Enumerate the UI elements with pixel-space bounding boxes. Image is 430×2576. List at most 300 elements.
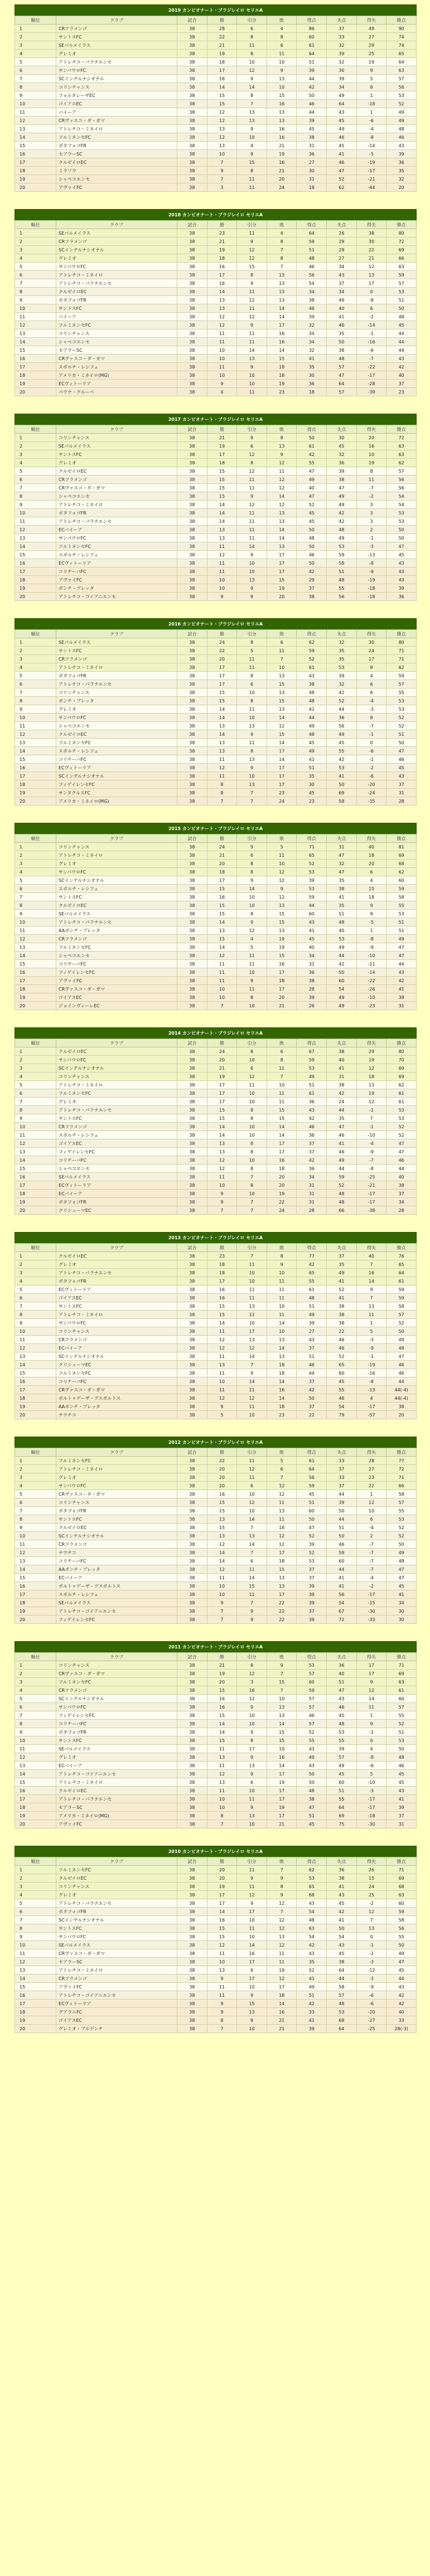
club-name-cell[interactable]: クルゼイロEC: [56, 158, 177, 167]
stat-cell: 38: [177, 279, 207, 288]
club-name-cell[interactable]: サントスFC: [56, 450, 177, 459]
column-header: 順位: [15, 1653, 56, 1661]
stat-cell: 20: [267, 175, 297, 183]
club-name-cell[interactable]: ゴイアスEC: [56, 2016, 177, 2025]
club-name-cell[interactable]: SCインテルナシオナル: [56, 246, 177, 254]
club-name-cell[interactable]: グレミオ: [56, 1260, 177, 1269]
table-row: [15, 1787, 417, 1795]
club-name-cell[interactable]: SEパルメイラス: [56, 41, 177, 50]
club-name-cell[interactable]: CRヴァスコ・ダ・ガマ: [56, 117, 177, 125]
stat-cell: 34: [297, 338, 327, 346]
club-name-cell[interactable]: CRヴァスコ・ダ・ガマ: [56, 484, 177, 492]
club-name-cell[interactable]: フルミネンセFC: [56, 739, 177, 747]
stat-cell: 52: [297, 1549, 327, 1557]
club-name-cell[interactable]: アトレチコ・ミネイロ: [56, 125, 177, 133]
club-name-cell[interactable]: コリチーバFC: [56, 1557, 177, 1565]
club-name-cell[interactable]: ボタフォゴFR: [56, 296, 177, 304]
club-name-cell[interactable]: ECヴィトーリア: [56, 1181, 177, 1190]
club-name-cell[interactable]: コリンチャンス: [56, 688, 177, 697]
club-name-cell[interactable]: サンパウロFC: [56, 714, 177, 722]
club-name-cell[interactable]: フルミネンセFC: [56, 1866, 177, 1874]
club-name-cell[interactable]: SCインテルナシオナル: [56, 876, 177, 885]
club-name-cell[interactable]: CRフラメンゴ: [56, 1123, 177, 1131]
club-name-cell[interactable]: アメリカ・ミネイロ(MG): [56, 797, 177, 806]
column-header: 勝: [207, 1653, 237, 1661]
stat-cell: 38: [177, 41, 207, 50]
club-name-cell[interactable]: フィゲイレンセFC: [56, 1616, 177, 1624]
club-name-cell[interactable]: ECバイーア: [56, 526, 177, 534]
club-name-cell[interactable]: サンパウロFC: [56, 1482, 177, 1490]
club-name-cell[interactable]: シャペコエンセ: [56, 722, 177, 730]
club-name-cell[interactable]: アトレチコ・ミネイロ: [56, 501, 177, 509]
club-name-cell[interactable]: ECバイーア: [56, 1190, 177, 1198]
club-name-cell[interactable]: SEパルメイラス: [56, 1941, 177, 1949]
club-name-cell[interactable]: セアラーSC: [56, 1958, 177, 1966]
stat-cell: 35: [386, 167, 417, 175]
club-name-cell[interactable]: フルミネンセFC: [56, 542, 177, 551]
rank-cell: 7: [15, 1916, 56, 1924]
stat-cell: 6: [237, 25, 267, 33]
club-name-cell[interactable]: クルゼイロEC: [56, 288, 177, 296]
club-name-cell[interactable]: ボタフォゴFR: [56, 1908, 177, 1916]
club-name-cell[interactable]: ゴイアスEC: [56, 1294, 177, 1302]
club-name-cell[interactable]: フルミネンセFC: [56, 1089, 177, 1098]
stat-cell: 42: [327, 1089, 357, 1098]
rank-cell: 3: [15, 860, 56, 868]
club-name-cell[interactable]: SEパルメイラス: [56, 1599, 177, 1607]
stat-cell: 59: [386, 1908, 417, 1916]
club-name-cell[interactable]: アトレチコ・ミネイロ: [56, 1465, 177, 1473]
club-name-cell[interactable]: SCインテルナシオナル: [56, 1352, 177, 1361]
club-name-cell[interactable]: フルミネンセFC: [56, 943, 177, 952]
club-name-cell[interactable]: ボタフォゴFR: [56, 1198, 177, 1206]
table-row: [15, 876, 417, 885]
club-name-cell[interactable]: CRヴァスコ・ダ・ガマ: [56, 1386, 177, 1394]
club-name-cell[interactable]: クルゼイロEC: [56, 1252, 177, 1260]
club-name-cell[interactable]: アヴァイFC: [56, 1820, 177, 1828]
club-name-cell[interactable]: コリンチャンス: [56, 83, 177, 91]
stat-cell: 46: [327, 1131, 357, 1139]
stat-cell: 26: [327, 229, 357, 237]
club-name-cell[interactable]: シャペコエンセ: [56, 1165, 177, 1173]
stat-cell: 44: [297, 108, 327, 117]
stat-cell: 9: [267, 1891, 297, 1899]
club-name-cell[interactable]: バイーア: [56, 108, 177, 117]
table-row: [15, 1277, 417, 1285]
club-name-cell[interactable]: アトレチコ・パラナエンセ: [56, 517, 177, 526]
club-name-cell[interactable]: コリチーバFC: [56, 1156, 177, 1165]
club-name-cell[interactable]: ポンチ・プレッタ: [56, 697, 177, 705]
rank-cell: 13: [15, 329, 56, 338]
stat-cell: 38: [177, 1812, 207, 1820]
club-name-cell[interactable]: サントスFC: [56, 647, 177, 655]
club-name-cell[interactable]: グアラニFC: [56, 2008, 177, 2016]
stat-cell: -6: [356, 747, 386, 755]
club-name-cell[interactable]: コリチーバFC: [56, 1720, 177, 1728]
club-name-cell[interactable]: サンパウロFC: [56, 868, 177, 876]
club-name-cell[interactable]: ECヴィトーリア: [56, 380, 177, 388]
club-name-cell[interactable]: クルゼイロEC: [56, 1047, 177, 1056]
table-row: [15, 329, 417, 338]
club-name-cell[interactable]: サントスFC: [56, 1924, 177, 1933]
club-name-cell[interactable]: フィゲイレンセFC: [56, 1711, 177, 1720]
club-name-cell[interactable]: SEパルメイラス: [56, 1173, 177, 1181]
stat-cell: 8: [237, 1736, 267, 1745]
club-name-cell[interactable]: サンパウロFC: [56, 263, 177, 271]
stat-cell: 14: [207, 918, 237, 926]
club-name-cell[interactable]: グレミオ: [56, 705, 177, 714]
club-name-cell[interactable]: サンパウロFC: [56, 1703, 177, 1711]
club-name-cell[interactable]: アトレチコ・ゴイアニエンセ: [56, 1991, 177, 2000]
club-name-cell[interactable]: クルゼイロEC: [56, 1874, 177, 1883]
club-name-cell[interactable]: クルゼイロEC: [56, 901, 177, 910]
club-name-cell[interactable]: ECバイーア: [56, 1344, 177, 1352]
club-name-cell[interactable]: アトレチコ・ミネイロ: [56, 1081, 177, 1089]
stat-cell: 51: [297, 1991, 327, 2000]
stat-cell: 11: [237, 1473, 267, 1482]
club-name-cell[interactable]: コリチーバFC: [56, 567, 177, 576]
club-name-cell[interactable]: アトレチコ・パラナエンセ: [56, 1269, 177, 1277]
stat-cell: 45: [386, 764, 417, 772]
club-name-cell[interactable]: アヴァイFC: [56, 183, 177, 192]
club-name-cell[interactable]: アトレチコ・ミネイロ: [56, 851, 177, 860]
club-name-cell[interactable]: アトレチコ・ミネイロ: [56, 663, 177, 672]
club-name-cell[interactable]: ボタフォゴFR: [56, 672, 177, 680]
club-name-cell[interactable]: フルミネンセFC: [56, 1369, 177, 1377]
club-name-cell[interactable]: シャペコエンセ: [56, 338, 177, 346]
stat-cell: 49: [327, 943, 357, 952]
stat-cell: 43: [327, 1941, 357, 1949]
club-name-cell[interactable]: ECヴィトーリア: [56, 764, 177, 772]
stat-cell: 38: [177, 246, 207, 254]
club-name-cell[interactable]: クルゼイロEC: [56, 467, 177, 476]
club-name-cell[interactable]: サントスFC: [56, 33, 177, 41]
club-name-cell[interactable]: スポルチ・レシフェ: [56, 1590, 177, 1599]
stat-cell: 38: [177, 1958, 207, 1966]
club-name-cell[interactable]: CRフラメンゴ: [56, 935, 177, 943]
club-name-cell[interactable]: グレミオ: [56, 1753, 177, 1762]
club-name-cell[interactable]: ボタフォゴFR: [56, 1507, 177, 1515]
club-name-cell[interactable]: ECバイーア: [56, 1762, 177, 1770]
club-name-cell[interactable]: SCインテルナシオナル: [56, 1532, 177, 1540]
club-name-cell[interactable]: AAポンチ・プレッタ: [56, 1565, 177, 1574]
stat-cell: 45: [386, 321, 417, 329]
club-name-cell[interactable]: セアラーSC: [56, 150, 177, 158]
club-name-cell[interactable]: SCインテルナシオナル: [56, 1916, 177, 1924]
club-name-cell[interactable]: ゴイアスEC: [56, 993, 177, 1002]
club-name-cell[interactable]: SCインテルナシオナル: [56, 75, 177, 83]
stat-cell: 9: [237, 1991, 267, 2000]
club-name-cell[interactable]: ボタフォゴFR: [56, 142, 177, 150]
stat-cell: 17: [207, 672, 237, 680]
club-name-cell[interactable]: コリンチャンス: [56, 1661, 177, 1670]
club-name-cell[interactable]: フィゲイレンセFC: [56, 780, 177, 789]
club-name-cell[interactable]: アヴァイFC: [56, 576, 177, 584]
club-name-cell[interactable]: フィゲイレンセFC: [56, 968, 177, 977]
club-name-cell[interactable]: アトレチコ・パラナエンセ: [56, 1106, 177, 1114]
stat-cell: 12: [207, 108, 237, 117]
club-name-cell[interactable]: シャペコエンセ: [56, 952, 177, 960]
club-name-cell[interactable]: コリンチャンス: [56, 1073, 177, 1081]
stat-cell: -3: [356, 705, 386, 714]
club-name-cell[interactable]: アトレチコ・ゴイアニエンセ: [56, 1770, 177, 1778]
stat-cell: 50: [327, 780, 357, 789]
club-name-cell[interactable]: スポルチ・レシフェ: [56, 1131, 177, 1139]
stat-cell: 8: [237, 1181, 267, 1190]
club-name-cell[interactable]: アヴァイFC: [56, 977, 177, 985]
club-name-cell[interactable]: フルミネンセFC: [56, 133, 177, 142]
club-name-cell[interactable]: セアラーSC: [56, 1803, 177, 1812]
club-name-cell[interactable]: AAポンチ・プレッタ: [56, 1403, 177, 1411]
club-name-cell[interactable]: フィゲイレンセFC: [56, 1148, 177, 1156]
club-name-cell[interactable]: CRフラメンゴ: [56, 655, 177, 663]
table-row: [15, 1089, 417, 1098]
stat-cell: 31: [297, 960, 327, 968]
club-name-cell[interactable]: CRヴァスコ・ダ・ガマ: [56, 1490, 177, 1498]
club-name-cell[interactable]: SEパルメイラス: [56, 229, 177, 237]
club-name-cell[interactable]: サントスFC: [56, 1114, 177, 1123]
club-name-cell[interactable]: CRフラメンゴ: [56, 1686, 177, 1695]
stat-cell: 15: [267, 730, 297, 739]
club-name-cell[interactable]: CRフラメンゴ: [56, 25, 177, 33]
club-name-cell[interactable]: SEパルメイラス: [56, 638, 177, 647]
stat-cell: 15: [207, 1524, 237, 1532]
club-name-cell[interactable]: CRヴァスコ・ダ・ガマ: [56, 985, 177, 993]
rank-cell: 3: [15, 1473, 56, 1482]
club-name-cell[interactable]: SCインテルナシオナル: [56, 772, 177, 780]
club-name-cell[interactable]: アトレチコ・パラナエンセ: [56, 918, 177, 926]
table-row: [15, 901, 417, 910]
club-name-cell[interactable]: ボタフォゴFR: [56, 1728, 177, 1736]
stat-cell: 40: [327, 304, 357, 313]
club-name-cell[interactable]: ポルトゥゲーザ・デスポルトス: [56, 1394, 177, 1403]
club-name-cell[interactable]: SEパルメイラス: [56, 1745, 177, 1753]
club-name-cell[interactable]: シャペコエンセ: [56, 492, 177, 501]
stat-cell: 17: [267, 968, 297, 977]
stat-cell: 11: [237, 705, 267, 714]
club-name-cell[interactable]: グレミオ: [56, 1098, 177, 1106]
stat-cell: 42: [297, 1156, 327, 1165]
club-name-cell[interactable]: バイーア: [56, 313, 177, 321]
club-name-cell[interactable]: サントスFC: [56, 1302, 177, 1311]
rank-cell: 17: [15, 1386, 56, 1394]
club-name-cell[interactable]: CRフラメンゴ: [56, 1975, 177, 1983]
club-name-cell[interactable]: アトレチコ・パラナエンセ: [56, 58, 177, 66]
club-name-cell[interactable]: サントスFC: [56, 1736, 177, 1745]
club-name-cell[interactable]: コリンチャンス: [56, 329, 177, 338]
club-name-cell[interactable]: フォルタレーザEC: [56, 91, 177, 100]
club-name-cell[interactable]: グレミオ: [56, 459, 177, 467]
club-name-cell[interactable]: アトレチコ・ミネイロ: [56, 1778, 177, 1787]
club-name-cell[interactable]: コリンチャンス: [56, 1883, 177, 1891]
club-name-cell[interactable]: アメリカ・ミネイロ(MG): [56, 371, 177, 380]
club-name-cell[interactable]: サントスFC: [56, 1515, 177, 1524]
club-name-cell[interactable]: グレミオ・プルデンチ: [56, 2025, 177, 2033]
club-name-cell[interactable]: ボタフォゴFR: [56, 1277, 177, 1285]
stat-cell: 65: [297, 851, 327, 860]
club-name-cell[interactable]: クルゼイロEC: [56, 730, 177, 739]
club-name-cell[interactable]: サンパウロFC: [56, 1319, 177, 1327]
stat-cell: 47: [386, 1958, 417, 1966]
stat-cell: 13: [267, 75, 297, 83]
club-name-cell[interactable]: アトレチコ・ミネイロ: [56, 1966, 177, 1975]
club-name-cell[interactable]: フルミネンセFC: [56, 321, 177, 329]
stat-cell: 18: [207, 1269, 237, 1277]
club-name-cell[interactable]: サントスFC: [56, 304, 177, 313]
stat-cell: 38: [177, 705, 207, 714]
stat-cell: 10: [207, 1803, 237, 1812]
stat-cell: 69: [327, 1812, 357, 1820]
club-name-cell[interactable]: アトレチコ・パラナエンセ: [56, 1899, 177, 1908]
stat-cell: 12: [237, 1695, 267, 1703]
table-row: [15, 125, 417, 133]
club-name-cell[interactable]: セアラーSC: [56, 346, 177, 355]
club-name-cell[interactable]: スポルチ・レシフェ: [56, 747, 177, 755]
club-name-cell[interactable]: ボタフォゴFR: [56, 509, 177, 517]
club-name-cell[interactable]: SCインテルナシオナル: [56, 1695, 177, 1703]
club-name-cell[interactable]: ECヴィトーリア: [56, 559, 177, 567]
stat-cell: 46: [386, 755, 417, 764]
club-name-cell[interactable]: ECヴィトーリア: [56, 1285, 177, 1294]
club-name-cell[interactable]: ポルトゥゲーザ・デスポルトス: [56, 1582, 177, 1590]
column-header: 敗: [267, 16, 297, 25]
stat-cell: 12: [207, 117, 237, 125]
club-name-cell[interactable]: アトレチコ・ゴイアニエンセ: [56, 1607, 177, 1616]
club-name-cell[interactable]: コリンチャンス: [56, 1498, 177, 1507]
club-name-cell[interactable]: SEパルメイラス: [56, 910, 177, 918]
stat-cell: 38: [177, 1394, 207, 1403]
club-name-cell[interactable]: アヴァイFC: [56, 1983, 177, 1991]
club-name-cell[interactable]: アトレチコ・パラナエンセ: [56, 1795, 177, 1803]
club-name-cell[interactable]: ナウチコ: [56, 1549, 177, 1557]
club-name-cell[interactable]: コリンチャンス: [56, 843, 177, 851]
club-name-cell[interactable]: ECヴィトーリア: [56, 2000, 177, 2008]
stat-cell: 38: [177, 1181, 207, 1190]
club-name-cell[interactable]: ナウチコ: [56, 1411, 177, 1419]
stat-cell: 36: [327, 459, 357, 467]
club-name-cell[interactable]: CRフラメンゴ: [56, 476, 177, 484]
stat-cell: 17: [356, 655, 386, 663]
stat-cell: 17: [267, 780, 297, 789]
stat-cell: -30: [356, 1607, 386, 1616]
club-name-cell[interactable]: アトレチコ・ゴイアニエンセ: [56, 593, 177, 601]
table-row: [15, 1686, 417, 1695]
stat-cell: 41: [327, 150, 357, 158]
rank-cell: 2: [15, 442, 56, 450]
club-name-cell[interactable]: ミラソウ: [56, 167, 177, 175]
club-name-cell[interactable]: スポルチ・レシフェ: [56, 551, 177, 559]
stat-cell: 9: [207, 1599, 237, 1607]
stat-cell: -14: [356, 142, 386, 150]
club-name-cell[interactable]: グレミオ: [56, 860, 177, 868]
stat-cell: 38: [177, 66, 207, 75]
stat-cell: -17: [356, 371, 386, 380]
club-name-cell[interactable]: コリチーバFC: [56, 1377, 177, 1386]
club-name-cell[interactable]: パラナ・クルーベ: [56, 388, 177, 396]
stat-cell: 34: [297, 288, 327, 296]
table-row: [15, 918, 417, 926]
club-name-cell[interactable]: コリチーバFC: [56, 960, 177, 968]
stat-cell: 38: [177, 1260, 207, 1269]
club-name-cell[interactable]: スポルチ・レシフェ: [56, 885, 177, 893]
column-header: 得失: [356, 835, 386, 843]
stat-cell: 62: [297, 1866, 327, 1874]
column-header: 得失: [356, 1448, 386, 1457]
club-name-cell[interactable]: サンパウロFC: [56, 1933, 177, 1941]
club-name-cell[interactable]: グレミオ: [56, 254, 177, 263]
stat-cell: 9: [237, 1703, 267, 1711]
club-name-cell[interactable]: グレミオ: [56, 50, 177, 58]
club-name-cell[interactable]: SCインテルナシオナル: [56, 1064, 177, 1073]
club-name-cell[interactable]: AAポンチ・プレッタ: [56, 926, 177, 935]
club-name-cell[interactable]: クルゼイロEC: [56, 1524, 177, 1532]
table-row: [15, 1770, 417, 1778]
stat-cell: 29: [297, 576, 327, 584]
club-name-cell[interactable]: フルミネンセFC: [56, 1457, 177, 1465]
club-name-cell[interactable]: コリチーバFC: [56, 755, 177, 764]
club-name-cell[interactable]: コリンチャンス: [56, 1327, 177, 1336]
club-name-cell[interactable]: アトレチコ・パラナエンセ: [56, 279, 177, 288]
club-name-cell[interactable]: グレミオ: [56, 1891, 177, 1899]
club-name-cell[interactable]: アトレチコ・ミネイロ: [56, 1311, 177, 1319]
club-name-cell[interactable]: クリシューマEC: [56, 1361, 177, 1369]
stat-cell: 8: [237, 1139, 267, 1148]
club-name-cell[interactable]: クリシューマEC: [56, 1206, 177, 1215]
club-name-cell[interactable]: アメリカ・ミネイロ(MG): [56, 1812, 177, 1820]
stat-cell: 36: [297, 1098, 327, 1106]
stat-cell: 1: [356, 1319, 386, 1327]
club-name-cell[interactable]: ゴイアスEC: [56, 100, 177, 108]
club-name-cell[interactable]: サンパウロFC: [56, 66, 177, 75]
rank-cell: 3: [15, 1678, 56, 1686]
club-name-cell[interactable]: クルゼイロEC: [56, 1787, 177, 1795]
club-name-cell[interactable]: CRヴァスコ・ダ・ガマ: [56, 355, 177, 363]
stat-cell: 18: [207, 459, 237, 467]
stat-cell: 38: [386, 1181, 417, 1190]
club-name-cell[interactable]: CRヴァスコ・ダ・ガマ: [56, 1670, 177, 1678]
club-name-cell[interactable]: サンタクルスFC: [56, 789, 177, 797]
column-header: 失点: [327, 425, 357, 434]
club-name-cell[interactable]: SEパルメイラス: [56, 442, 177, 450]
club-name-cell[interactable]: グレミオ: [56, 1473, 177, 1482]
table-row: [15, 1908, 417, 1916]
table-row: [15, 1515, 417, 1524]
club-name-cell[interactable]: CRヴァスコ・ダ・ガマ: [56, 1949, 177, 1958]
club-name-cell[interactable]: サンパウロFC: [56, 534, 177, 542]
club-name-cell[interactable]: CRフラメンゴ: [56, 237, 177, 246]
club-name-cell[interactable]: ジョインヴィーレEC: [56, 1002, 177, 1010]
club-name-cell[interactable]: コリンチャンス: [56, 434, 177, 442]
club-name-cell[interactable]: サンパウロFC: [56, 1056, 177, 1064]
club-name-cell[interactable]: ポンチ・プレッタ: [56, 584, 177, 593]
stat-cell: 38: [177, 1924, 207, 1933]
club-name-cell[interactable]: シャペコエンセ: [56, 175, 177, 183]
club-name-cell[interactable]: フルミネンセFC: [56, 1678, 177, 1686]
club-name-cell[interactable]: ECバイーア: [56, 1574, 177, 1582]
club-name-cell[interactable]: アトレチコ・パラナエンセ: [56, 680, 177, 688]
club-name-cell[interactable]: スポルチ・レシフェ: [56, 363, 177, 371]
club-name-cell[interactable]: CRフラメンゴ: [56, 1336, 177, 1344]
club-name-cell[interactable]: CRフラメンゴ: [56, 1540, 177, 1549]
rank-cell: 5: [15, 1695, 56, 1703]
stat-cell: 59: [297, 893, 327, 901]
stat-cell: 12: [267, 1916, 297, 1924]
club-name-cell[interactable]: サントスFC: [56, 893, 177, 901]
stat-cell: 38: [386, 993, 417, 1002]
stat-cell: 11: [237, 526, 267, 534]
club-name-cell[interactable]: ゴイアスEC: [56, 1139, 177, 1148]
club-name-cell[interactable]: アトレチコ・ミネイロ: [56, 271, 177, 279]
